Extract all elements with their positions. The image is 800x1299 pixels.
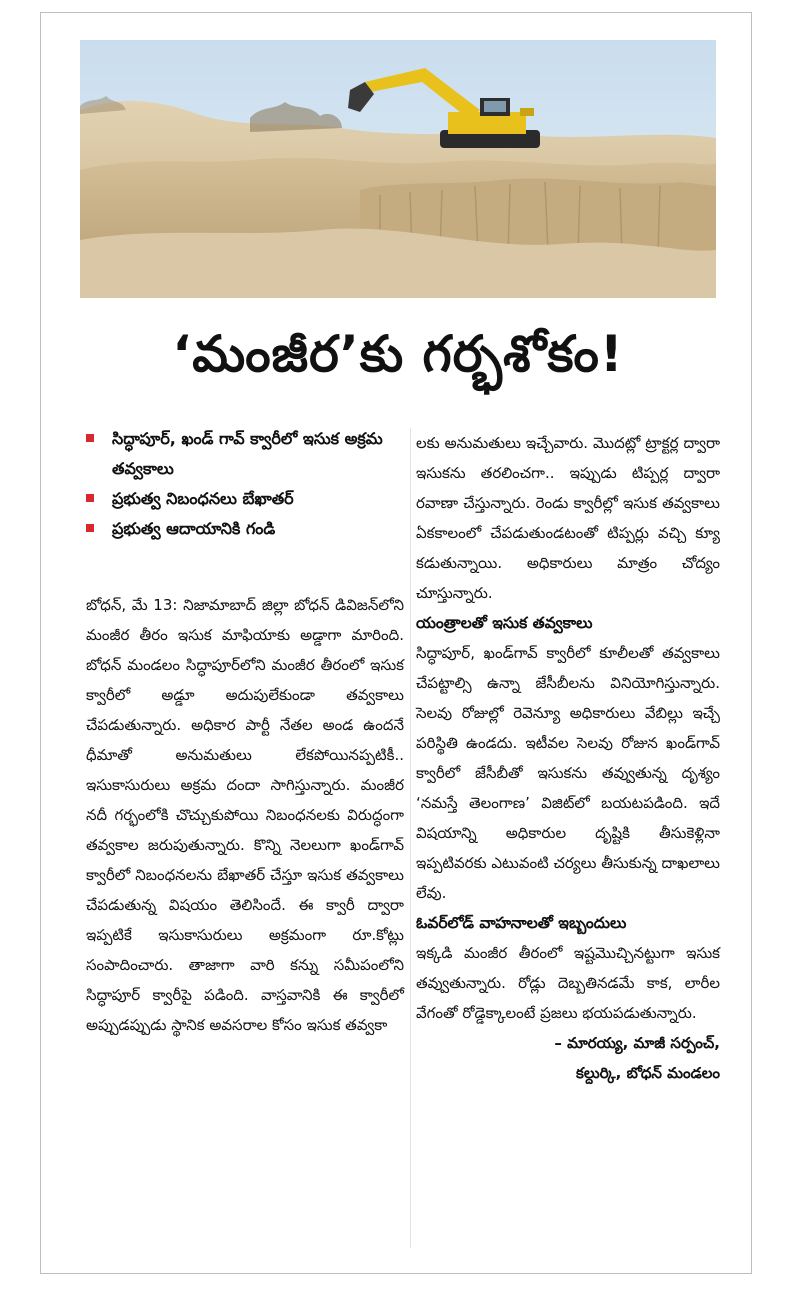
right-column [416, 428, 720, 1088]
headline: ‘మంజీర’కు గర్భశోకం! [172, 325, 624, 383]
red-square-bullet-icon [86, 524, 94, 532]
article-photo [80, 40, 716, 298]
bullet-list [86, 424, 406, 544]
bullet-item [86, 514, 406, 544]
quote-signature-name: – మారయ్య, మాజీ సర్పంచ్, [554, 1034, 720, 1052]
bullet-item [86, 484, 406, 514]
sand-quarry-excavator-image [80, 40, 716, 298]
bullet-text: ప్రభుత్వ ఆదాయానికి గండి [112, 519, 276, 538]
right-paragraph-1: లకు అనుమతులు ఇచ్చేవారు. మొదట్లో ట్రాక్టర్ల ద్వారా ఇసుకను తరలించగా.. ఇప్పుడు టిప్పర్ల ద్వారా రవాణా చేస్తున్నారు. రెండు క్వారీల్లో ఇసుక తవ్వకాలు ఏకకాలంలో చేపడుతుండటంతో టిప్పర్లు వచ్చి క్యూ కడుతున్నాయి. అధికారులు మాత్రం చోద్యం చూస్తున్నారు. [416, 434, 720, 602]
right-paragraph-3: ఇక్కడి మంజీర తీరంలో ఇష్టమొచ్చినట్టుగా ఇసుక తవ్వుతున్నారు. రోడ్లు దెబ్బతినడమే కాక, లారీల వేగంతో రోడ్డెక్కాలంటే ప్రజలు భయపడుతున్నారు. [416, 944, 720, 1022]
subhead-overload-vehicles: ఓవర్‌లోడ్ వాహనాలతో ఇబ్బందులు [416, 914, 627, 932]
red-square-bullet-icon [86, 434, 94, 442]
subhead-machines: యంత్రాలతో ఇసుక తవ్వకాలు [416, 614, 593, 632]
bullet-text: ప్రభుత్వ నిబంధనలు బేఖాతర్ [112, 489, 294, 508]
right-paragraph-2: సిద్ధాపూర్, ఖండ్‌గావ్ క్వారీలో కూలీలతో తవ్వకాలు చేపట్టాల్సి ఉన్నా జేసీబీలను వినియోగిస్తున్నారు. సెలవు రోజుల్లో రెవెన్యూ అధికారులు వేబిల్లు ఇచ్చే పరిస్థితి ఉండదు. ఇటీవల సెలవు రోజున ఖండ్‌గావ్ క్వారీలో జేసీబీతో ఇసుకను తవ్వుతున్న దృశ్యం ‘నమస్తే తెలంగాణ’ విజిట్‌లో బయటపడింది. ఇదే విషయాన్ని అధికారుల దృష్టికి తీసుకెళ్లినా ఇప్పటివరకు ఎటువంటి చర్యలు తీసుకున్న దాఖలాలు లేవు. [416, 644, 720, 902]
column-divider [410, 428, 411, 1248]
left-column [86, 590, 404, 1040]
bullet-item [86, 424, 406, 484]
red-square-bullet-icon [86, 494, 94, 502]
left-column-text: బోధన్, మే 13: నిజామాబాద్ జిల్లా బోధన్ డివిజన్‌లోని మంజీర తీరం ఇసుక మాఫియాకు అడ్డాగా మారింది. బోధన్ మండలం సిద్ధాపూర్‌లోని మంజీర తీరంలో ఇసుక క్వారీలో అడ్డూ అదుపులేకుండా తవ్వకాలు చేపడుతున్నారు. అధికార పార్టీ నేతల అండ ఉందనే ధీమాతో అనుమతులు లేకపోయినప్పటికీ.. ఇసుకాసురులు అక్రమ దందా సాగిస్తున్నారు. మంజీర నదీ గర్భంలోకి చొచ్చుకుపోయి నిబంధనలకు విరుద్ధంగా తవ్వకాల జరుపుతున్నారు. కొన్ని నెలలుగా ఖండ్‌గావ్ క్వారీలో నిబంధనలను బేఖాతర్ చేస్తూ ఇసుక తవ్వకాలు చేపడుతున్న విషయం తెలిసిందే. ఈ క్వారీ ద్వారా ఇప్పటికే ఇసుకాసురులు అక్రమంగా రూ.కోట్లు సంపాదించారు. తాజాగా వారి కన్ను సమీపంలోని సిద్ధాపూర్ క్వారీపై పడింది. వాస్తవానికి ఈ క్వారీలో అప్పుడప్పుడు స్థానిక అవసరాల కోసం ఇసుక తవ్వకా [86, 596, 404, 1034]
quote-signature-place: కల్దుర్కి, బోధన్ మండలం [576, 1064, 720, 1082]
bullet-text: సిద్ధాపూర్, ఖండ్ గావ్ క్వారీలో ఇసుక అక్రమ తవ్వకాలు [112, 429, 383, 478]
